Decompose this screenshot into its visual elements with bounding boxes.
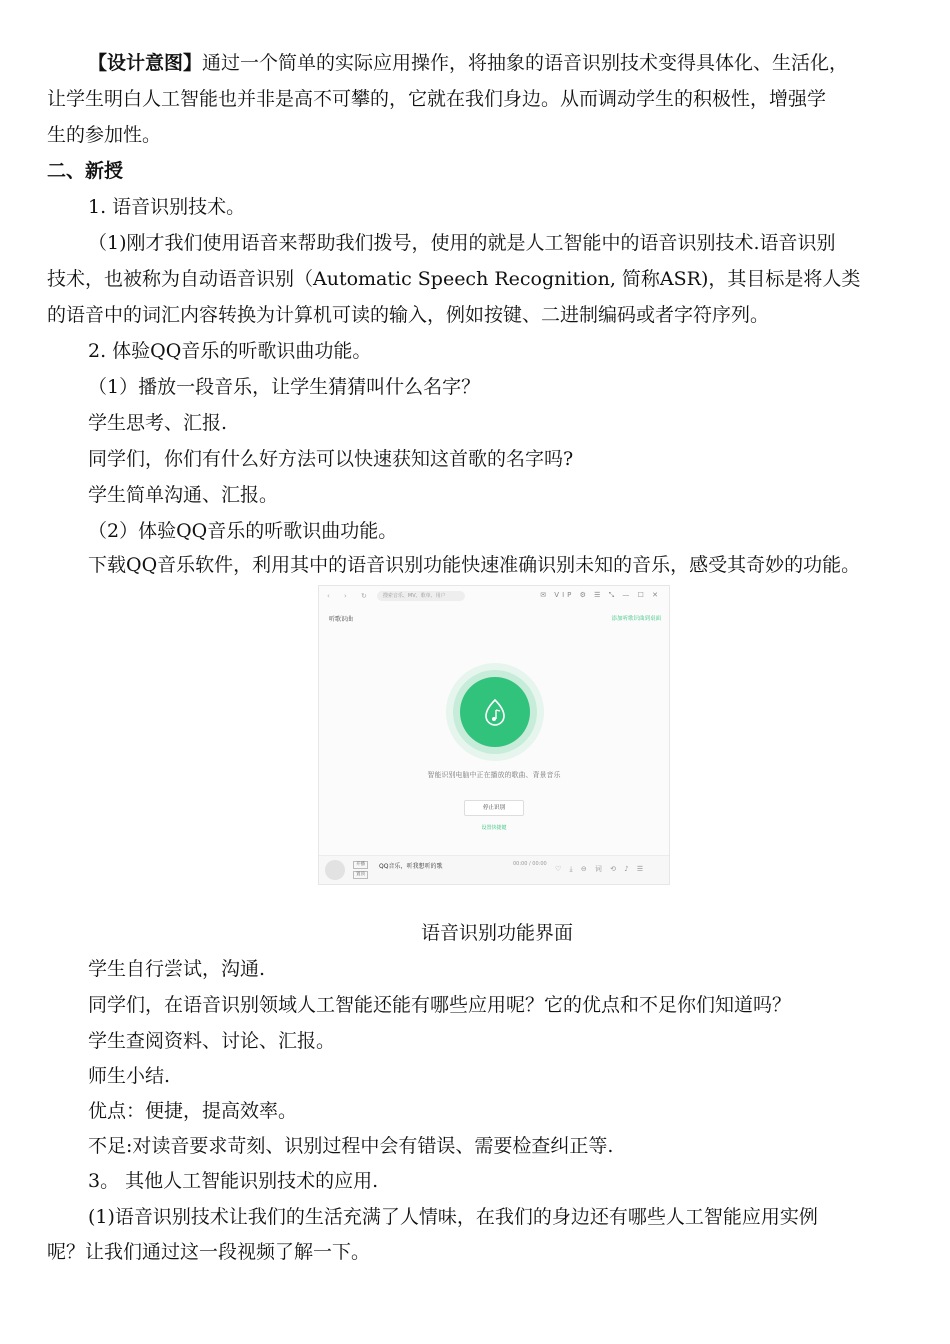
add-to-desktop-link[interactable]: 添加听歌识曲到桌面 [611, 616, 661, 622]
figure-caption: 语音识别功能界面 [420, 922, 573, 944]
item-3-title: 3。 其他人工智能识别技术的应用. [88, 1170, 379, 1192]
section-title: 二、新授 [47, 160, 124, 182]
after-line-4: 师生小结. [88, 1065, 171, 1087]
player-bar [319, 855, 669, 884]
song-title: QQ音乐，听我想听的歌 [379, 863, 443, 870]
page-title: 听歌识曲 [329, 616, 354, 623]
tag-1[interactable]: 开播 [353, 861, 368, 869]
window-controls[interactable]: ✉ VIP ⚙ ☰ ⤡ — ☐ ✕ [540, 591, 661, 599]
item-2-line-6: 下载QQ音乐软件，利用其中的语音识别功能快速准确识别未知的音乐，感受其奇妙的功能。 [88, 554, 861, 576]
design-intent-line-1 [88, 51, 848, 75]
nav-arrows-icon: ‹ › ↻ [327, 592, 373, 600]
qq-music-screenshot [318, 585, 670, 885]
tag-2[interactable]: 置顶 [353, 871, 368, 879]
item-3-line-1: (1)语音识别技术让我们的生活充满了人情味，在我们的身边还有哪些人工智能应用实例 [88, 1206, 818, 1228]
album-cover[interactable] [325, 860, 345, 880]
shortcut-link[interactable]: 设置快捷键 [481, 825, 507, 831]
item-3-line-2: 呢？让我们通过这一段视频了解一下。 [47, 1241, 371, 1263]
after-line-1: 学生自行尝试，沟通. [88, 958, 266, 980]
after-line-5: 优点：便捷，提高效率。 [88, 1100, 298, 1122]
item-2-line-3: 同学们，你们有什么好方法可以快速获知这首歌的名字吗? [88, 448, 574, 470]
recognition-status: 智能识别电脑中正在播放的歌曲、背景音乐 [427, 771, 561, 779]
playback-time: 00:00 / 00:00 [513, 861, 547, 867]
after-line-3: 学生查阅资料、讨论、汇报。 [88, 1030, 336, 1052]
player-controls[interactable]: ♡ ⤓ ⊖ 词 ⟲ ♪ ☰ [555, 865, 647, 873]
design-intent-line-2: 让学生明白人工智能也并非是高不可攀的，它就在我们身边。从而调动学生的积极性，增强学 [47, 88, 827, 110]
item-2-title: 2. 体验QQ音乐的听歌识曲功能。 [88, 340, 372, 362]
after-line-2: 同学们，在语音识别领域人工智能还能有哪些应用呢？它的优点和不足你们知道吗？ [88, 994, 792, 1016]
item-2-line-5: （2）体验QQ音乐的听歌识曲功能。 [88, 520, 398, 542]
item-1-line-1: （1)刚才我们使用语音来帮助我们拨号，使用的就是人工智能中的语音识别技术.语音识别 [88, 232, 836, 254]
item-1-line-3: 的语音中的词汇内容转换为计算机可读的输入，例如按键、二进制编码或者字符序列。 [47, 304, 770, 326]
after-line-6: 不足:对读音要求苛刻、识别过程中会有错误、需要检查纠正等. [88, 1135, 614, 1157]
design-intent-label: 【设计意图】 [88, 52, 203, 74]
item-1-line-2: 技术，也被称为自动语音识别（Automatic Speech Recognition, 简称ASR)，其目标是将人类 [47, 268, 861, 290]
design-intent-text: 通过一个简单的实际应用操作，将抽象的语音识别技术变得具体化、生活化， [202, 52, 849, 74]
music-note-icon [445, 662, 545, 762]
listening-circle[interactable] [445, 662, 545, 762]
item-2-line-2: 学生思考、汇报. [88, 412, 228, 434]
item-1-title: 1. 语音识别技术。 [88, 196, 246, 218]
item-2-line-4: 学生简单沟通、汇报。 [88, 484, 279, 506]
design-intent-line-3: 生的参加性。 [47, 124, 162, 146]
item-2-line-1: （1）播放一段音乐，让学生猜猜叫什么名字？ [88, 376, 481, 398]
search-input[interactable]: 搜索音乐、MV、歌单、用户 [377, 591, 465, 601]
stop-recognition-button[interactable]: 停止识别 [464, 800, 524, 816]
